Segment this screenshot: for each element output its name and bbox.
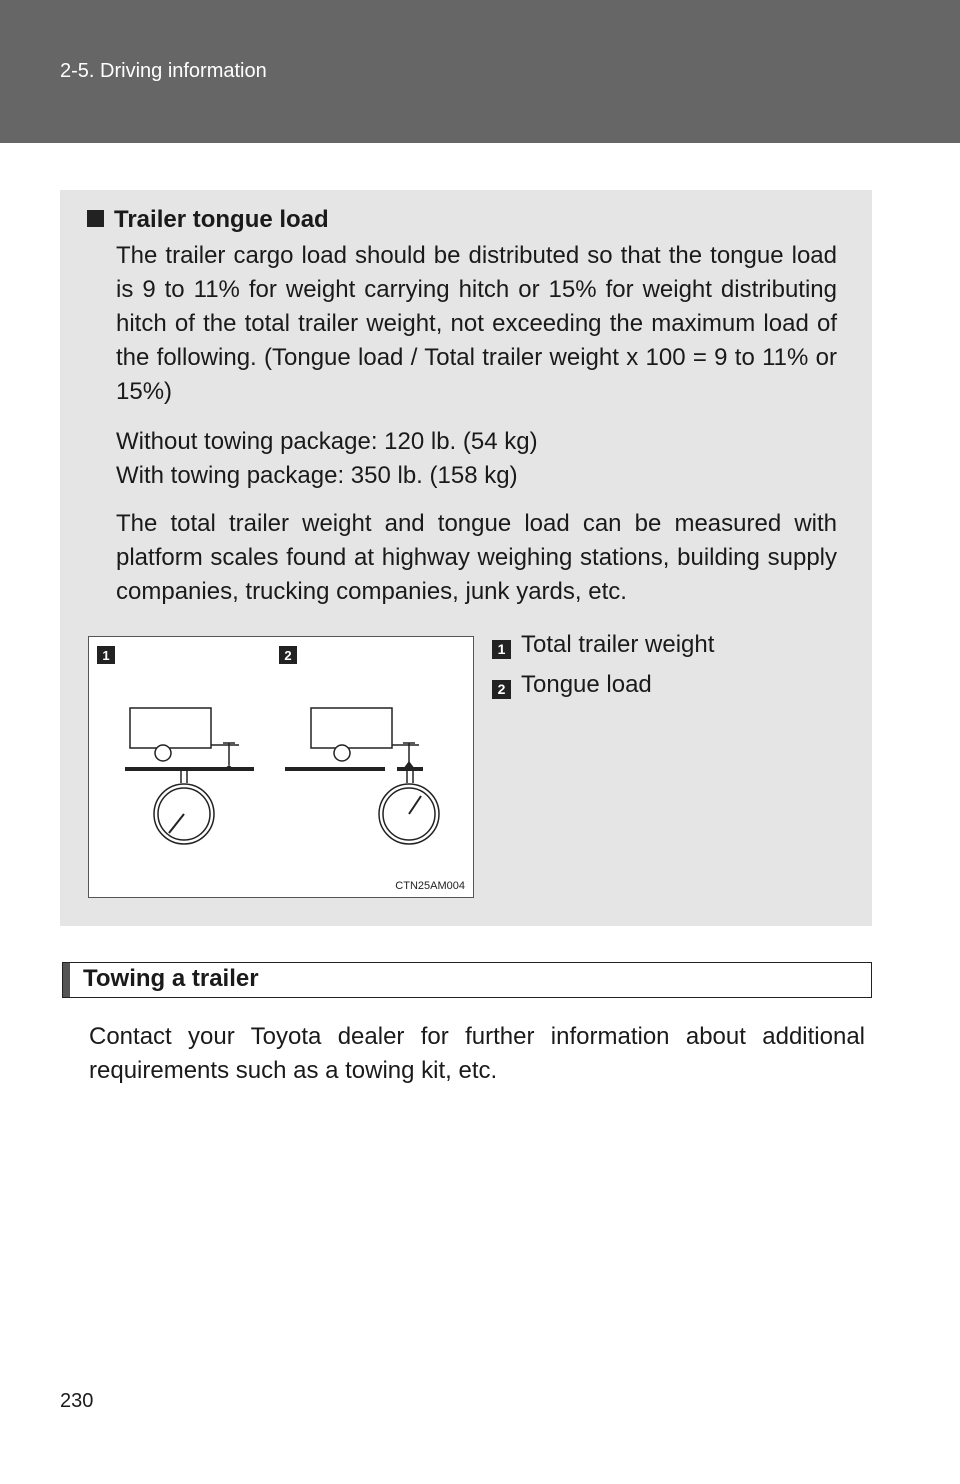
trailer-scale-illustration <box>89 637 473 897</box>
figure-badge-2: 2 <box>284 648 292 663</box>
section-title: Towing a trailer <box>83 965 259 992</box>
legend-label-tongue-load: Tongue load <box>521 671 652 698</box>
square-bullet-icon <box>87 210 104 227</box>
without-towing-package-line: Without towing package: 120 lb. (54 kg) <box>116 428 538 455</box>
measurement-paragraph: The total trailer weight and tongue load can be measured with platform scales found at highway weighing stations, building supply companies, trucking companies, junk yards, etc. <box>116 510 837 605</box>
info-box-title: Trailer tongue load <box>114 206 329 233</box>
info-box <box>60 190 872 926</box>
load-limits <box>116 425 837 493</box>
trailer-weight-figure <box>88 636 474 898</box>
figure-code: CTN25AM004 <box>395 880 465 892</box>
legend-badge-1: 1 <box>492 640 511 659</box>
section-body: Contact your Toyota dealer for further information about additional requirements such as a towing kit, etc. <box>89 1023 865 1084</box>
breadcrumb: 2-5. Driving information <box>60 60 267 82</box>
section-heading <box>62 962 872 998</box>
legend-item-total-weight <box>492 630 714 660</box>
legend-badge-2: 2 <box>492 680 511 699</box>
legend-item-tongue-load <box>492 670 652 700</box>
page-header <box>0 0 960 143</box>
tongue-load-paragraph: The trailer cargo load should be distributed so that the tongue load is 9 to 11% for weight carrying hitch or 15% for weight distributing hitch of the total trailer weight, not exceeding the maximum load of the following. (Tongue load / Total trailer weight x 100 = 9 to 11% or 15%) <box>116 242 837 405</box>
figure-badge-1: 1 <box>102 648 110 663</box>
with-towing-package-line: With towing package: 350 lb. (158 kg) <box>116 462 518 489</box>
info-box-heading <box>87 206 329 234</box>
section-heading-bar <box>63 963 70 997</box>
page-number: 230 <box>60 1390 94 1412</box>
legend-label-total-weight: Total trailer weight <box>521 631 715 658</box>
trailer-total-weight-diagram <box>125 708 254 844</box>
trailer-tongue-load-diagram <box>285 708 439 844</box>
